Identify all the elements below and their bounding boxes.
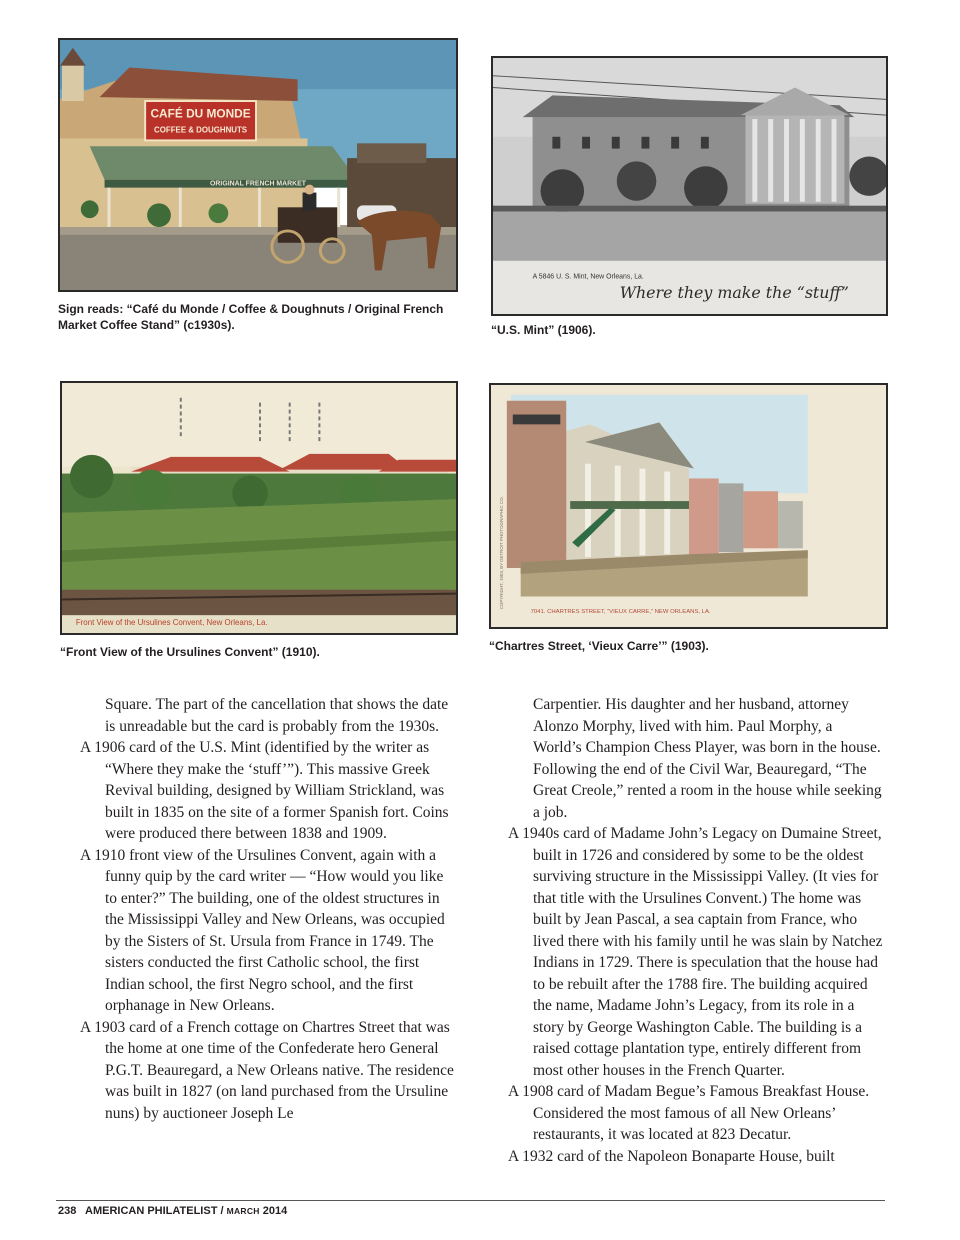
us-mint-caption: “U.S. Mint” (1906). bbox=[491, 323, 596, 337]
chartres-printed-caption: 7041. CHARTRES STREET, “VIEUX CARRE,” NEW ORLEANS, LA. bbox=[530, 609, 711, 616]
issue-month: MARCH bbox=[226, 1206, 260, 1216]
paragraph-madam-begue: A 1908 card of Madam Begue’s Famous Breakfast House. Considered the most famous of all New Orleans’ restaurants, it was located at 823 Decatur. bbox=[508, 1083, 870, 1143]
paragraph-ursulines-convent: A 1910 front view of the Ursulines Convent, again with a funny quip by the card writer — “How would you like to enter?” The building, one of the oldest structures in the Mississippi Valley and New Orleans, was occupied by the Sisters of St. Ursula from France in 1749. The sisters conducted the first Catholic school, the first Indian school, the first Negro school, and the first orphanage in New Orleans. bbox=[80, 846, 445, 1014]
mint-handwriting: Where they make the “stuff” bbox=[619, 283, 849, 303]
chartres-street-postcard bbox=[489, 383, 888, 629]
awning-text: ORIGINAL FRENCH MARKET bbox=[210, 180, 306, 188]
right-text-column bbox=[508, 694, 884, 1167]
chartres-street-caption: “Chartres Street, ‘Vieux Carre’” (1903). bbox=[489, 639, 709, 653]
sign-line-1: CAFÉ DU MONDE bbox=[150, 106, 251, 121]
paragraph-madame-johns-legacy: A 1940s card of Madame John’s Legacy on Dumaine Street, built in 1726 and considered by some to be the oldest surviving structure in the Mississippi Valley. (It vies for that title with the Ursulines Convent.) The home was built by Jean Pascal, a sea captain from France, who lived there with his family until he was slain by Natchez Indians in 1729. There is speculation that the house had to be rebuilt after the 1788 fire. The building acquired the name, Madame John’s Legacy, from its role in a story by George Washington Cable. The building is a raised cottage plantation type, entirely different from most other houses in the French Quarter. bbox=[508, 825, 883, 1079]
ursulines-convent-postcard bbox=[60, 381, 458, 635]
us-mint-postcard bbox=[491, 56, 888, 316]
paragraph-beauregard-continuation: Carpentier. His daughter and her husband, attorney Alonzo Morphy, lived with him. Paul Morphy, a World’s Champion Chess Player, was born in the house. Following the end of the Civil War, Beauregard, “The Great Creole,” rented a room in the house while seeking a job. bbox=[533, 696, 882, 821]
ursulines-convent-caption: “Front View of the Ursulines Convent” (1910). bbox=[60, 645, 320, 659]
cafe-du-monde-caption: Sign reads: “Café du Monde / Coffee & Doughnuts / Original French Market Coffee Stand” (c1930s). bbox=[58, 302, 444, 332]
ursulines-printed-caption: Front View of the Ursulines Convent, New Orleans, La. bbox=[75, 618, 268, 628]
paragraph-continuation: Square. The part of the cancellation that shows the date is unreadable but the card is probably from the 1930s. bbox=[105, 696, 449, 735]
page-footer bbox=[58, 1205, 287, 1217]
page-number: 238 bbox=[58, 1205, 77, 1217]
left-text-column bbox=[80, 694, 455, 1124]
paragraph-us-mint: A 1906 card of the U.S. Mint (identified by the writer as “Where they make the ‘stuff’”). This massive Greek Revival building, designed by William Strickland, was built in 1835 on the site of a former Spanish fort. Coins were produced there between 1838 and 1909. bbox=[80, 739, 449, 842]
ursulines-convent-illustration bbox=[62, 383, 456, 633]
sign-line-2: COFFEE & DOUGHNUTS bbox=[154, 125, 248, 135]
mint-printed-caption: A 5846 U. S. Mint, New Orleans, La. bbox=[532, 273, 644, 281]
chartres-side-text: COPYRIGHT, 1903, BY DETROIT PHOTOGRAPHIC CO. bbox=[498, 496, 504, 610]
paragraph-napoleon-house: A 1932 card of the Napoleon Bonaparte House, built bbox=[508, 1147, 835, 1165]
magazine-name: AMERICAN PHILATELIST / bbox=[85, 1205, 224, 1217]
issue-year: 2014 bbox=[262, 1205, 288, 1217]
us-mint-illustration bbox=[493, 58, 886, 314]
cafe-du-monde-illustration bbox=[60, 40, 456, 290]
cafe-du-monde-postcard bbox=[58, 38, 458, 292]
chartres-street-illustration bbox=[491, 385, 886, 627]
paragraph-chartres-street: A 1903 card of a French cottage on Chartres Street that was the home at one time of the Confederate hero General P.G.T. Beauregard, a New Orleans native. The residence was built in 1827 (on land purchased from the Ursuline nuns) by auctioneer Joseph Le bbox=[80, 1018, 454, 1122]
footer-rule bbox=[56, 1200, 885, 1201]
